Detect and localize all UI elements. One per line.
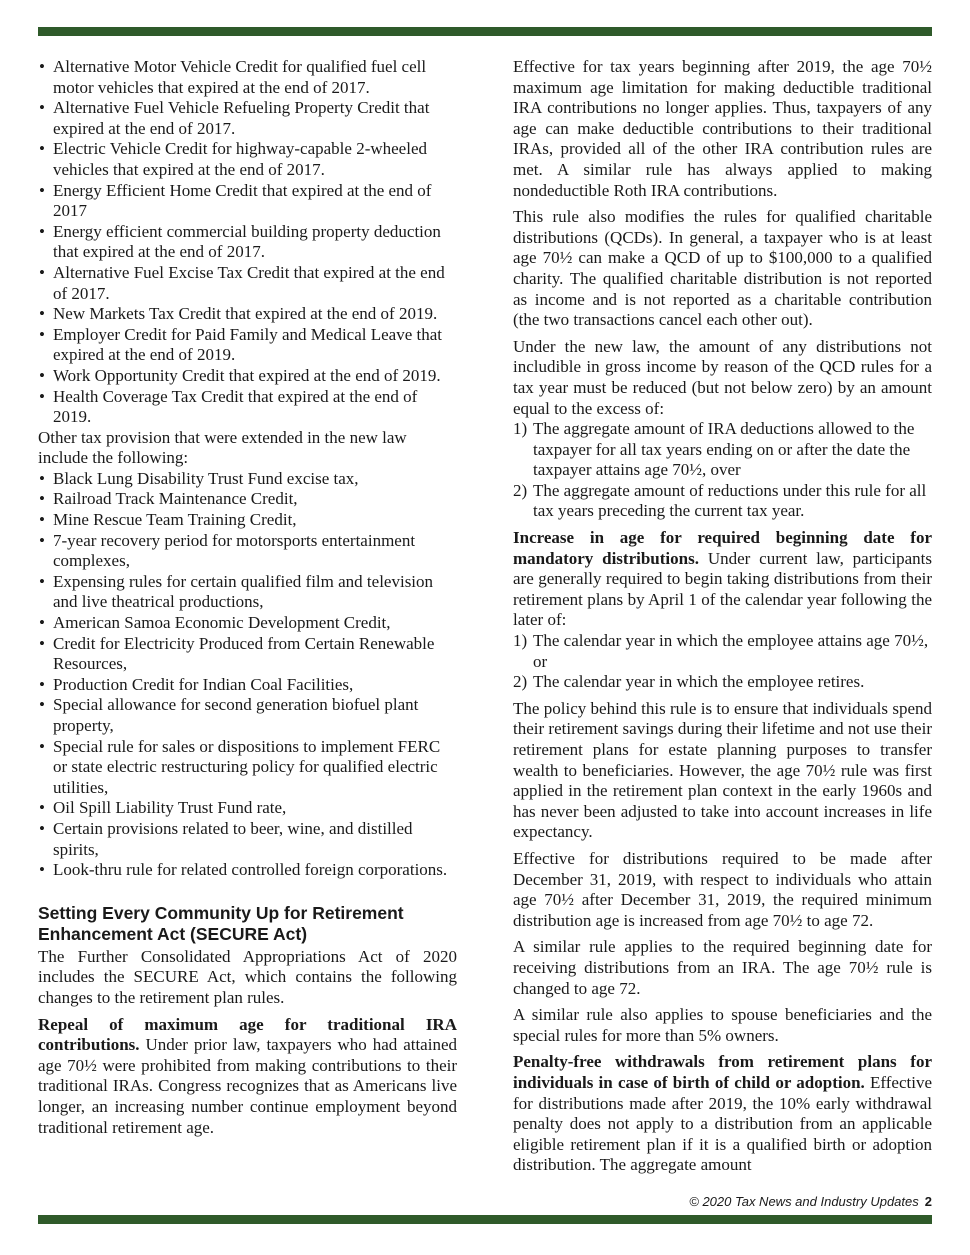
bottom-rule bbox=[38, 1215, 932, 1224]
list-item: • Alternative Fuel Vehicle Refueling Property Credit that expired at the end of 2017. bbox=[38, 98, 457, 139]
new-law-paragraph: Under the new law, the amount of any distributions not includible in gross income by reason of the QCD rules for a tax year must be reduced (but not below zero) by an amount equal to the excess of: bbox=[513, 336, 932, 418]
footer-copyright: © 2020 Tax News and Industry Updates bbox=[689, 1194, 919, 1209]
list-item: • Health Coverage Tax Credit that expired at the end of 2019. bbox=[38, 387, 457, 428]
required-beginning-paragraph bbox=[513, 528, 932, 631]
list-item: • Look-thru rule for related controlled foreign corporations. bbox=[38, 860, 457, 881]
list-item: • Electric Vehicle Credit for highway-capable 2-wheeled vehicles that expired at the end of 2017. bbox=[38, 139, 457, 180]
list-number: 2) bbox=[513, 480, 528, 500]
page-number: 2 bbox=[924, 1194, 932, 1209]
list-item: • Production Credit for Indian Coal Facilities, bbox=[38, 675, 457, 696]
list-item: • Mine Rescue Team Training Credit, bbox=[38, 510, 457, 531]
list-item bbox=[513, 419, 932, 481]
top-rule bbox=[38, 27, 932, 36]
ira-rule-paragraph: A similar rule applies to the required beginning date for receiving distributions from an IRA. The age 70½ rule is changed to age 72. bbox=[513, 937, 932, 998]
list-item bbox=[513, 631, 932, 672]
list-item: • Alternative Fuel Excise Tax Credit that expired at the end of 2017. bbox=[38, 263, 457, 304]
repeal-text: Under prior law, taxpayers who had attained age 70½ were prohibited from making contributions to their traditional IRAs. Congress recognizes that as Americans live longer, an increasing number continue employment beyond traditional retirement age. bbox=[38, 1035, 457, 1137]
expired-credits-list bbox=[38, 57, 457, 428]
list-item: • Expensing rules for certain qualified film and television and live theatrical productions, bbox=[38, 572, 457, 613]
list-item bbox=[513, 672, 932, 693]
list-item: • Energy efficient commercial building property deduction that expired at the end of 2017. bbox=[38, 222, 457, 263]
left-column bbox=[38, 57, 457, 1144]
list-number: 1) bbox=[513, 631, 528, 651]
penalty-free-lead: Penalty-free withdrawals from retirement plans for individuals in case of birth of child or adoption. bbox=[513, 1052, 932, 1092]
secure-act-intro: The Further Consolidated Appropriations Act of 2020 includes the SECURE Act, which contains the following changes to the retirement plan rules. bbox=[38, 946, 457, 1007]
policy-paragraph: The policy behind this rule is to ensure that individuals spend their retirement savings during their lifetime and not use their retirement plans for estate planning purposes to transfer wealth to beneficiaries. However, the age 70½ rule was first applied in the retirement plan context in the early 1960s and has never been adjusted to take into account increases in life expectancy. bbox=[513, 698, 932, 842]
list-item: • Certain provisions related to beer, wine, and distilled spirits, bbox=[38, 819, 457, 860]
list-item: • Credit for Electricity Produced from Certain Renewable Resources, bbox=[38, 634, 457, 675]
list-item: • Alternative Motor Vehicle Credit for qualified fuel cell motor vehicles that expired at the end of 2017. bbox=[38, 57, 457, 98]
list-item: • Employer Credit for Paid Family and Medical Leave that expired at the end of 2019. bbox=[38, 325, 457, 366]
list-text: The aggregate amount of reductions under this rule for all tax years preceding the current tax year. bbox=[533, 480, 927, 521]
repeal-paragraph bbox=[38, 1015, 457, 1139]
spouse-paragraph: A similar rule also applies to spouse beneficiaries and the special rules for more than 5% owners. bbox=[513, 1005, 932, 1045]
page-footer bbox=[689, 1194, 932, 1209]
other-provisions-intro: Other tax provision that were extended in the new law include the following: bbox=[38, 427, 407, 468]
list-item bbox=[513, 481, 932, 522]
list-number: 2) bbox=[513, 672, 528, 692]
secure-act-heading: Setting Every Community Up for Retirement Enhancement Act (SECURE Act) bbox=[38, 902, 404, 944]
qcd-reduction-list bbox=[513, 419, 932, 522]
penalty-free-paragraph bbox=[513, 1052, 932, 1176]
list-item: • 7-year recovery period for motorsports entertainment complexes, bbox=[38, 531, 457, 572]
effective-distributions-paragraph: Effective for distributions required to be made after December 31, 2019, with respect to individuals who attain age 70½ after December 31, 2019, the required minimum distribution age is increased from age 70½ to age 72. bbox=[513, 848, 932, 930]
list-item: • Special allowance for second generation biofuel plant property, bbox=[38, 695, 457, 736]
list-item: • New Markets Tax Credit that expired at the end of 2019. bbox=[38, 304, 457, 325]
list-item: • Special rule for sales or dispositions to implement FERC or state electric restructuring policy for qualified electric utilities, bbox=[38, 737, 457, 799]
required-beginning-text: Under current law, participants are generally required to begin taking distributions from their retirement plans by April 1 of the calendar year following the later of: bbox=[513, 548, 932, 630]
list-text: The calendar year in which the employee attains age 70½, or bbox=[533, 631, 929, 671]
list-item: • Energy Efficient Home Credit that expired at the end of 2017 bbox=[38, 181, 457, 222]
later-of-list bbox=[513, 631, 932, 693]
list-text: The aggregate amount of IRA deductions allowed to the taxpayer for all tax years ending on or after the date the taxpayer attains age 70½, over bbox=[533, 419, 915, 480]
list-item: • American Samoa Economic Development Credit, bbox=[38, 613, 457, 634]
ira-age-paragraph: Effective for tax years beginning after 2019, the age 70½ maximum age limitation for making deductible traditional IRA contributions no longer applies. Thus, taxpayers of any age can make deductible contributions to their traditional IRAs, provided all of the other IRA contribution rules are met. A similar rule has always applied to making nondeductible Roth IRA contributions. bbox=[513, 57, 932, 200]
required-beginning-lead: Increase in age for required beginning date for mandatory distributions. bbox=[513, 528, 932, 568]
list-number: 1) bbox=[513, 419, 528, 439]
list-text: The calendar year in which the employee retires. bbox=[533, 672, 865, 692]
qcd-paragraph: This rule also modifies the rules for qualified charitable distributions (QCDs). In general, a taxpayer who is at least age 70½ can make a QCD of up to $100,000 to a qualified charity. The qualified charitable distribution is not reported as income and is not reported as a charitable contribution (the two transactions cancel each other out). bbox=[513, 207, 932, 330]
list-item: • Oil Spill Liability Trust Fund rate, bbox=[38, 798, 457, 819]
list-item: • Railroad Track Maintenance Credit, bbox=[38, 489, 457, 510]
right-column bbox=[513, 57, 932, 1182]
list-item: • Black Lung Disability Trust Fund excise tax, bbox=[38, 469, 457, 490]
penalty-free-text: Effective for distributions made after 2019, the 10% early withdrawal penalty does not apply to a distribution from an applicable eligible retirement plan if it is a qualified birth or adoption distribution. The aggregate amount bbox=[513, 1072, 933, 1175]
repeal-lead: Repeal of maximum age for traditional IRA contributions. bbox=[38, 1014, 457, 1055]
list-item: • Work Opportunity Credit that expired at the end of 2019. bbox=[38, 366, 457, 387]
other-provisions-list bbox=[38, 469, 457, 881]
